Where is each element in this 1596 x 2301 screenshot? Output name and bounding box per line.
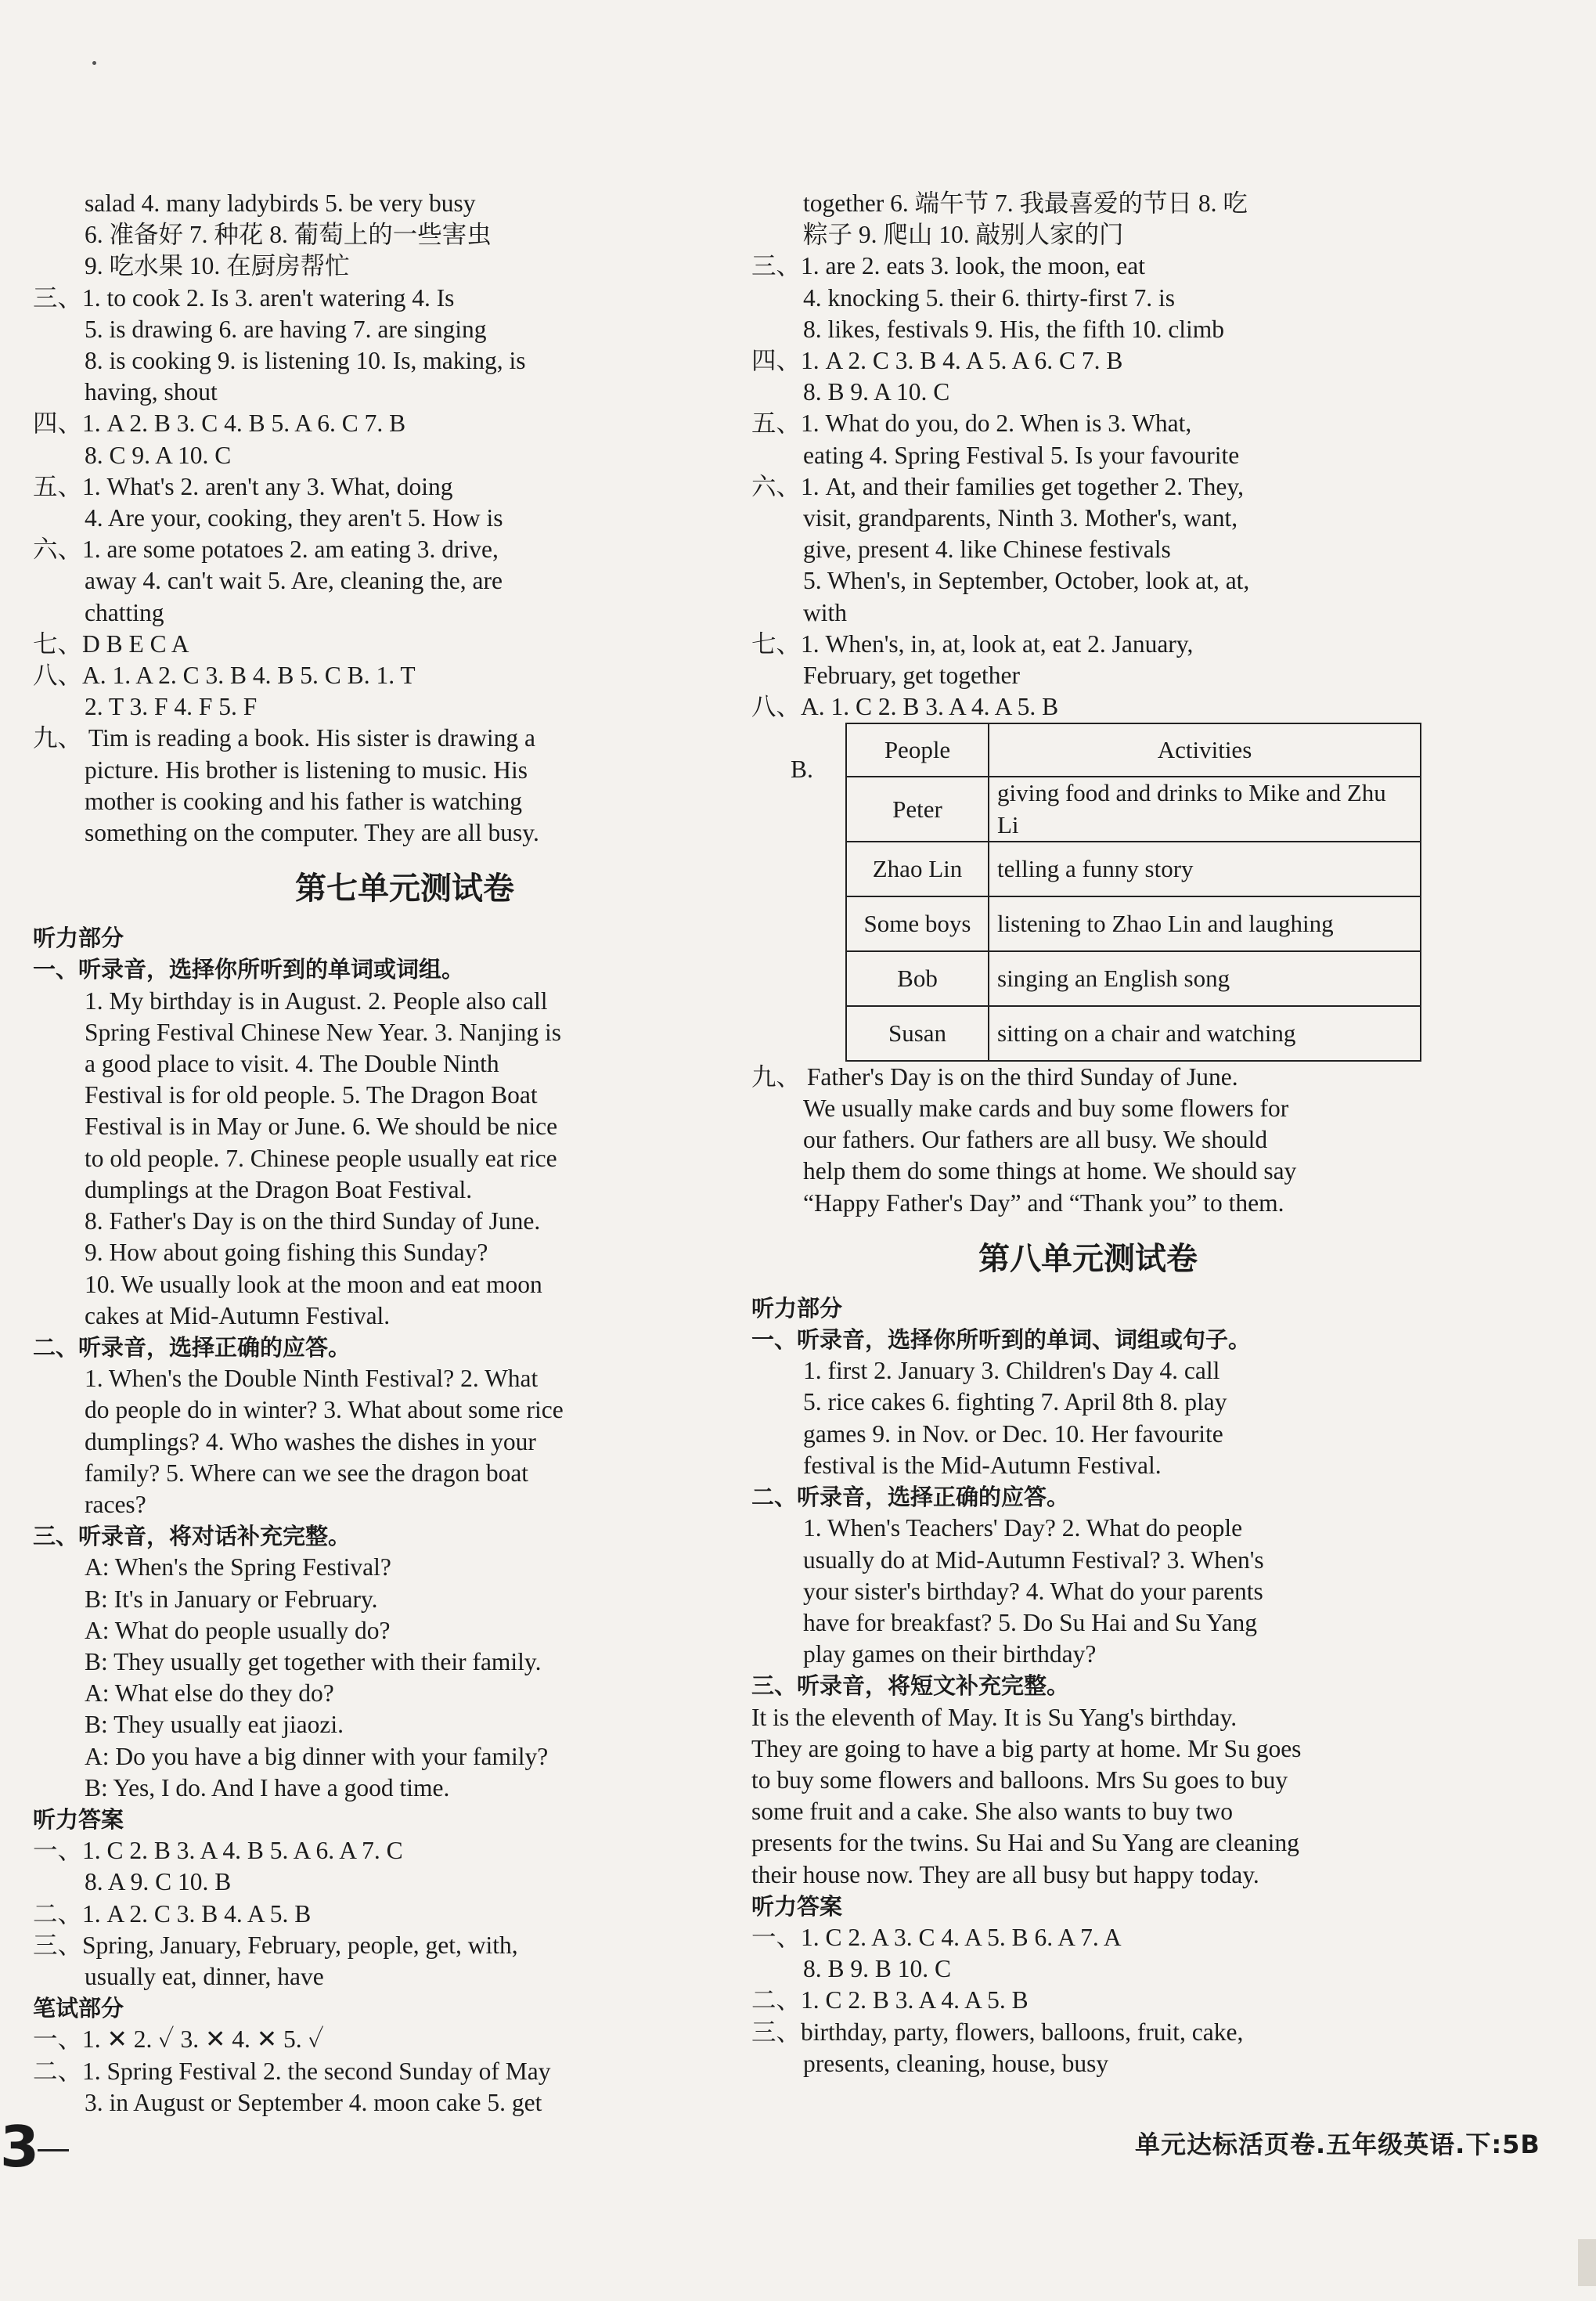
text-line: family? 5. Where can we see the dragon boat xyxy=(85,1459,529,1487)
text-line: together 6. 端午节 7. 我最喜爱的节日 8. 吃 xyxy=(803,189,1248,217)
page-number-rule xyxy=(38,2149,69,2151)
text-line: usually do at Mid-Autumn Festival? 3. When's xyxy=(803,1545,1264,1574)
text-line: 三、1. are 2. eats 3. look, the moon, eat xyxy=(751,252,1146,280)
unit8-listening-heading: 听力部分 xyxy=(751,1294,843,1322)
table-cell-activity: singing an English song xyxy=(989,951,1421,1006)
text-line: 1. When's the Double Ninth Festival? 2. What xyxy=(85,1365,539,1393)
text-line: give, present 4. like Chinese festivals xyxy=(803,536,1171,564)
text-line: 5. When's, in September, October, look at, at, xyxy=(803,567,1250,595)
text-line: 七、1. When's, in, at, look at, eat 2. January, xyxy=(751,629,1194,658)
table-cell-person: Bob xyxy=(846,951,989,1006)
table-header-people: People xyxy=(846,723,989,777)
text-line: 4. knocking 5. their 6. thirty-first 7. is xyxy=(803,283,1176,312)
text-line: some fruit and a cake. She also wants to buy two xyxy=(751,1798,1233,1826)
text-line: salad 4. many ladybirds 5. be very busy xyxy=(85,189,476,217)
text-line: their house now. They are all busy but happy today. xyxy=(751,1860,1259,1888)
text-line: A: What do people usually do? xyxy=(85,1616,391,1644)
text-line: do people do in winter? 3. What about some rice xyxy=(85,1396,564,1424)
text-line: 一、1. C 2. A 3. C 4. A 5. B 6. A 7. A xyxy=(751,1923,1122,1951)
unit8-q2-heading: 二、听录音，选择正确的应答。 xyxy=(751,1484,1070,1511)
text-line: to buy some flowers and balloons. Mrs Su goes to buy xyxy=(751,1765,1288,1794)
table-row xyxy=(846,1006,1421,1061)
text-line: usually eat, dinner, have xyxy=(85,1962,324,1990)
text-line: 1. My birthday is in August. 2. People also call xyxy=(85,986,548,1015)
text-line: 1. When's Teachers' Day? 2. What do people xyxy=(803,1514,1243,1542)
activities-table-block xyxy=(751,723,1534,1061)
text-line: B: Yes, I do. And I have a good time. xyxy=(85,1773,450,1801)
unit7-answers-heading: 听力答案 xyxy=(33,1805,124,1833)
text-line: A: Do you have a big dinner with your family? xyxy=(85,1742,549,1770)
text-line: 八、A. 1. C 2. B 3. A 4. A 5. B xyxy=(751,693,1059,721)
text-line: 二、1. Spring Festival 2. the second Sunday of May xyxy=(33,2057,551,2085)
text-line: with xyxy=(803,598,848,626)
text-line: 5. rice cakes 6. fighting 7. April 8th 8. play xyxy=(803,1388,1227,1416)
text-line: 3. in August or September 4. moon cake 5. get xyxy=(85,2088,542,2116)
text-line: 10. We usually look at the moon and eat moon xyxy=(85,1270,542,1298)
page-edge xyxy=(1578,2239,1596,2286)
text-line: dumplings at the Dragon Boat Festival. xyxy=(85,1175,473,1203)
text-line: cakes at Mid-Autumn Festival. xyxy=(85,1301,391,1329)
unit7-q3-heading: 三、听录音，将对话补充完整。 xyxy=(33,1523,351,1550)
unit7-q2-heading: 二、听录音，选择正确的应答。 xyxy=(33,1333,351,1361)
text-line: 二、1. A 2. C 3. B 4. A 5. B xyxy=(33,1899,312,1928)
text-line: They are going to have a big party at home. Mr Su goes xyxy=(751,1734,1302,1762)
text-line: 9. 吃水果 10. 在厨房帮忙 xyxy=(85,252,350,280)
unit7-listening-answers xyxy=(33,1835,714,1993)
text-line: 8. C 9. A 10. C xyxy=(85,441,232,469)
text-line: 四、1. A 2. C 3. B 4. A 5. A 6. C 7. B xyxy=(751,347,1123,375)
text-line: away 4. can't wait 5. Are, cleaning the, are xyxy=(85,567,503,595)
text-line: 5. is drawing 6. are having 7. are singing xyxy=(85,315,487,343)
unit7-q3-dialogue xyxy=(33,1552,714,1804)
text-line: your sister's birthday? 4. What do your parents xyxy=(803,1577,1263,1605)
text-line: A: When's the Spring Festival? xyxy=(85,1553,391,1581)
text-line: having, shout xyxy=(85,378,218,406)
text-line: We usually make cards and buy some flowers for xyxy=(803,1095,1289,1123)
left-column xyxy=(33,188,714,2119)
table-cell-activity: telling a funny story xyxy=(989,842,1421,896)
table-label: B. xyxy=(791,756,813,784)
unit7-q1-script xyxy=(33,986,714,1332)
unit6-answers-continued xyxy=(33,188,714,849)
text-line: 三、birthday, party, flowers, balloons, fruit, cake, xyxy=(751,2018,1244,2046)
table-cell-person: Peter xyxy=(846,777,989,841)
text-line: Spring Festival Chinese New Year. 3. Nanjing is xyxy=(85,1018,561,1046)
unit7-written-answers-continued xyxy=(751,188,1534,723)
text-line: visit, grandparents, Ninth 3. Mother's, want, xyxy=(803,504,1238,532)
text-line: 三、1. to cook 2. Is 3. aren't watering 4. Is xyxy=(33,283,455,312)
text-line: 8. A 9. C 10. B xyxy=(85,1868,232,1896)
unit7-title: 第七单元测试卷 xyxy=(295,871,514,907)
table-header-row xyxy=(846,723,1421,777)
table-cell-person: Zhao Lin xyxy=(846,842,989,896)
unit7-q1-heading: 一、听录音，选择你所听到的单词或词组。 xyxy=(33,956,465,983)
text-line: 8. is cooking 9. is listening 10. Is, making, is xyxy=(85,347,526,375)
unit8-q3-passage xyxy=(751,1702,1534,1891)
text-line: 粽子 9. 爬山 10. 敲别人家的门 xyxy=(803,221,1124,249)
scan-speck xyxy=(92,61,96,65)
text-line: “Happy Father's Day” and “Thank you” to them. xyxy=(803,1188,1284,1217)
text-line: races? xyxy=(85,1490,146,1518)
table-header-activities: Activities xyxy=(989,723,1421,777)
book-footer: 单元达标活页卷.五年级英语.下:5B xyxy=(1135,2130,1540,2159)
unit7-written-answers xyxy=(33,2024,714,2119)
unit8-q1-script xyxy=(751,1355,1534,1481)
text-line: something on the computer. They are all busy. xyxy=(85,819,539,847)
text-line: Festival is for old people. 5. The Dragon Boat xyxy=(85,1081,538,1109)
table-row xyxy=(846,951,1421,1006)
unit8-q2-script xyxy=(751,1513,1534,1670)
activities-table xyxy=(845,723,1421,1061)
text-line: chatting xyxy=(85,598,164,626)
text-line: B: They usually get together with their family. xyxy=(85,1647,542,1675)
text-line: festival is the Mid-Autumn Festival. xyxy=(803,1451,1162,1479)
text-line: 6. 准备好 7. 种花 8. 葡萄上的一些害虫 xyxy=(85,221,492,249)
table-cell-person: Some boys xyxy=(846,896,989,951)
text-line: a good place to visit. 4. The Double Ninth xyxy=(85,1050,499,1078)
text-line: 9. How about going fishing this Sunday? xyxy=(85,1239,488,1267)
text-line: 一、1. C 2. B 3. A 4. B 5. A 6. A 7. C xyxy=(33,1837,403,1865)
text-line: 六、1. At, and their families get together 2. They, xyxy=(751,472,1244,500)
text-line: 七、D B E C A xyxy=(33,629,189,658)
table-row xyxy=(846,842,1421,896)
text-line: It is the eleventh of May. It is Su Yang's birthday. xyxy=(751,1703,1238,1731)
text-line: B: It's in January or February. xyxy=(85,1585,378,1613)
text-line: 4. Are your, cooking, they aren't 5. How is xyxy=(85,504,503,532)
text-line: to old people. 7. Chinese people usually eat rice xyxy=(85,1144,557,1172)
text-line: eating 4. Spring Festival 5. Is your favourite xyxy=(803,441,1240,469)
text-line: Festival is in May or June. 6. We should be nice xyxy=(85,1113,558,1141)
table-cell-person: Susan xyxy=(846,1006,989,1061)
text-line: 1. first 2. January 3. Children's Day 4. call xyxy=(803,1357,1220,1385)
text-line: 2. T 3. F 4. F 5. F xyxy=(85,693,258,721)
text-line: 二、1. C 2. B 3. A 4. A 5. B xyxy=(751,1986,1029,2014)
text-line: 五、1. What do you, do 2. When is 3. What, xyxy=(751,409,1192,438)
page-number: 3 xyxy=(0,2114,40,2180)
text-line: 一、1. ✕ 2. ✓ 3. ✕ 4. ✕ 5. ✓ xyxy=(33,2025,324,2054)
text-line: help them do some things at home. We should say xyxy=(803,1157,1297,1185)
text-line: dumplings? 4. Who washes the dishes in your xyxy=(85,1427,536,1455)
text-line: 8. Father's Day is on the third Sunday of June. xyxy=(85,1207,541,1235)
text-line: 九、 Tim is reading a book. His sister is drawing a xyxy=(33,724,535,752)
text-line: 8. likes, festivals 9. His, the fifth 10. climb xyxy=(803,315,1225,343)
table-cell-activity: listening to Zhao Lin and laughing xyxy=(989,896,1421,951)
text-line: 四、1. A 2. B 3. C 4. B 5. A 6. C 7. B xyxy=(33,409,406,438)
text-line: 8. B 9. B 10. C xyxy=(803,1955,952,1983)
text-line: 三、Spring, January, February, people, get, with, xyxy=(33,1931,518,1959)
unit7-q2-script xyxy=(33,1363,714,1520)
text-line: presents, cleaning, house, busy xyxy=(803,2049,1109,2077)
unit7-q9-passage xyxy=(751,1062,1534,1219)
table-row xyxy=(846,777,1421,841)
table-cell-activity: sitting on a chair and watching xyxy=(989,1006,1421,1061)
text-line: 六、1. are some potatoes 2. am eating 3. drive, xyxy=(33,536,499,564)
unit8-answers-heading: 听力答案 xyxy=(751,1892,843,1920)
text-line: games 9. in Nov. or Dec. 10. Her favourite xyxy=(803,1419,1223,1448)
text-line: our fathers. Our fathers are all busy. We should xyxy=(803,1126,1268,1154)
unit8-q3-heading: 三、听录音，将短文补充完整。 xyxy=(751,1672,1070,1700)
text-line: picture. His brother is listening to music. His xyxy=(85,756,528,784)
text-line: play games on their birthday? xyxy=(803,1640,1097,1668)
text-line: have for breakfast? 5. Do Su Hai and Su Yang xyxy=(803,1608,1258,1636)
text-line: mother is cooking and his father is watching xyxy=(85,787,523,815)
unit7-listening-heading: 听力部分 xyxy=(33,925,124,952)
text-line: 九、 Father's Day is on the third Sunday of June. xyxy=(751,1062,1238,1091)
unit8-q1-heading: 一、听录音，选择你所听到的单词、词组或句子。 xyxy=(751,1326,1252,1354)
text-line: 五、1. What's 2. aren't any 3. What, doing xyxy=(33,472,453,500)
text-line: 八、A. 1. A 2. C 3. B 4. B 5. C B. 1. T xyxy=(33,662,416,690)
text-line: February, get together xyxy=(803,662,1020,690)
unit7-written-heading: 笔试部分 xyxy=(33,1995,124,2022)
right-column xyxy=(751,188,1534,2079)
unit8-listening-answers xyxy=(751,1922,1534,2079)
text-line: A: What else do they do? xyxy=(85,1679,334,1708)
unit8-title: 第八单元测试卷 xyxy=(978,1240,1198,1277)
table-row xyxy=(846,896,1421,951)
text-line: 8. B 9. A 10. C xyxy=(803,378,950,406)
table-cell-activity: giving food and drinks to Mike and Zhu Li xyxy=(989,777,1421,841)
text-line: B: They usually eat jiaozi. xyxy=(85,1711,344,1739)
text-line: presents for the twins. Su Hai and Su Yang are cleaning xyxy=(751,1829,1299,1857)
